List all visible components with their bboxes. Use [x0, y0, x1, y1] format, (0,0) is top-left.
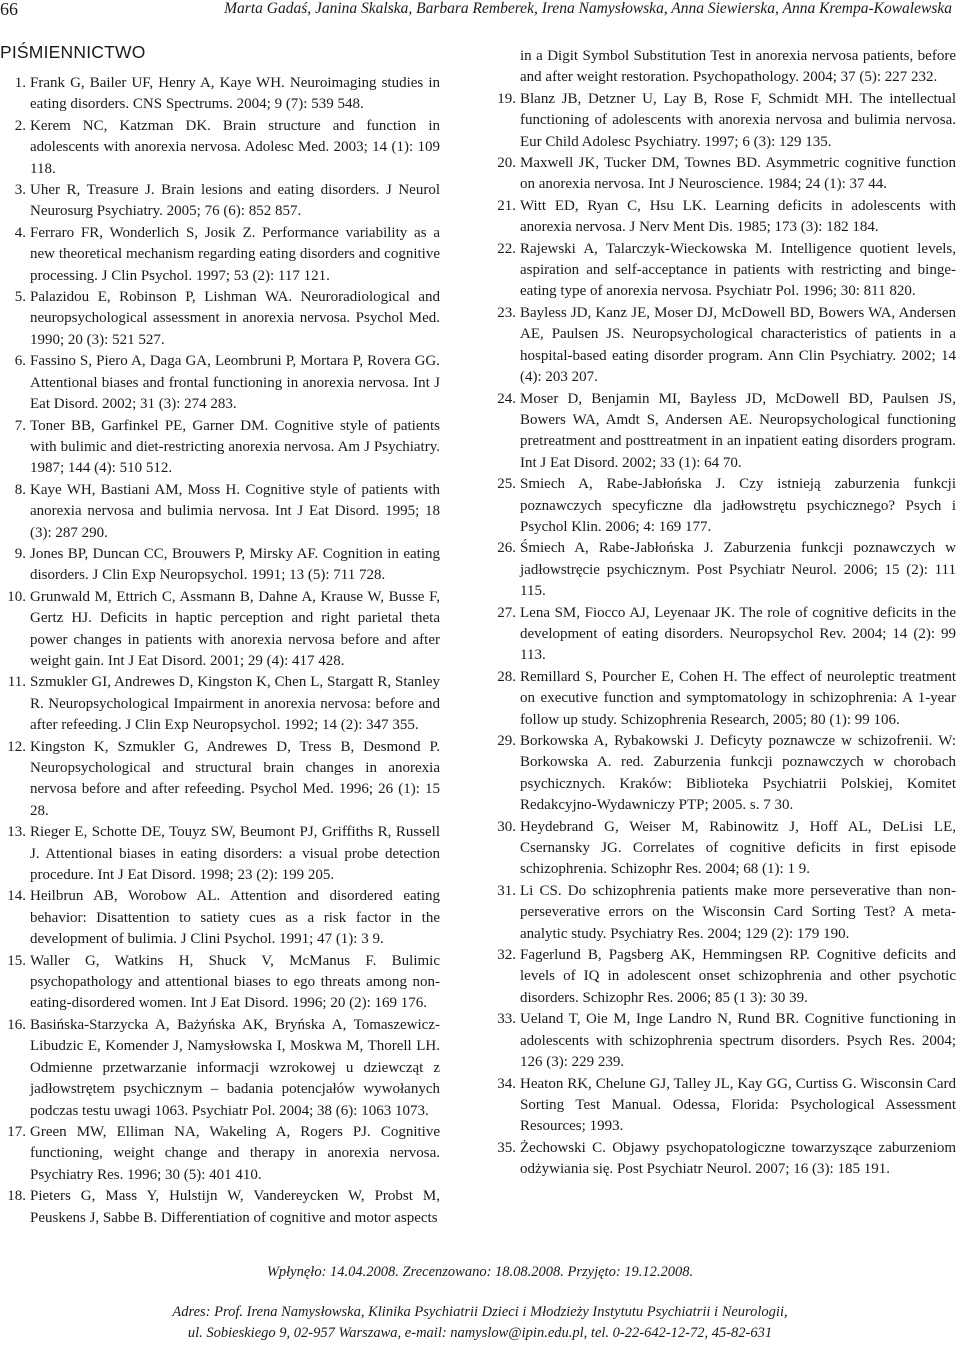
- reference-number: 32.: [497, 947, 516, 964]
- reference-text: Kerem NC, Katzman DK. Brain structure and function in adolescents with anorexia nervosa. Adolesc Med. 2003; 14 (1): 109 118.: [30, 117, 440, 177]
- reference-item: [0, 73, 440, 116]
- reference-number: 9.: [14, 545, 26, 562]
- reference-item: [0, 1015, 440, 1122]
- reference-number: 2.: [14, 117, 26, 134]
- reference-number: 31.: [497, 882, 516, 899]
- reference-number: 5.: [14, 289, 26, 306]
- reference-text: Grunwald M, Ettrich C, Assmann B, Dahne A, Krause W, Busse F, Gertz HJ. Deficits in haptic perception and right parietal theta power changes in patients with anorexia nervosa before and after weight gain. Int J Eat Disord. 2001; 29 (4): 417 428.: [30, 588, 440, 669]
- reference-text: Waller G, Watkins H, Shuck V, McManus F. Bulimic psychopathology and attentional biases to ego threats among non-eating-disordered women. Int J Eat Disord. 1996; 20 (2): 169 176.: [30, 952, 440, 1012]
- reference-number: 21.: [497, 197, 516, 214]
- reference-text: Toner BB, Garfinkel PE, Garner DM. Cognitive style of patients with bulimic and diet-restricting anorexia nervosa. Am J Psychiatry. 1987; 144 (4): 510 512.: [30, 417, 440, 477]
- reference-item: [0, 672, 440, 736]
- reference-number: 14.: [7, 888, 26, 905]
- reference-item: [494, 817, 956, 881]
- reference-text: Szmukler GI, Andrewes D, Kingston K, Chen L, Stargatt R, Stanley R. Neuropsychological Impairment in anorexia nervosa: before and after refeeding. J Clin Exp Neuropsychol. 1992; 14 (2): 347 355.: [30, 674, 440, 734]
- reference-item: [494, 945, 956, 1009]
- reference-number: 20.: [497, 155, 516, 172]
- reference-number: 6.: [14, 353, 26, 370]
- reference-item: [0, 886, 440, 950]
- reference-number: 22.: [497, 240, 516, 257]
- reference-item: [494, 196, 956, 239]
- reference-number: 13.: [7, 824, 26, 841]
- reference-number: 27.: [497, 604, 516, 621]
- page-header: [0, 0, 960, 24]
- address-line-2: ul. Sobieskiego 9, 02-957 Warszawa, e-mail: namyslow@ipin.edu.pl, tel. 0-22-642-12-72, 45-82-631: [187, 1325, 773, 1341]
- reference-text: Śmiech A, Rabe-Jabłońska J. Zaburzenia funkcji poznawczych w jadłowstręcie psychicznym. Post Psychiatr Neurol. 2006; 15 (2): 111 115.: [520, 540, 956, 600]
- reference-item: [494, 603, 956, 667]
- reference-item: [494, 881, 956, 945]
- reference-number: 12.: [7, 738, 26, 755]
- reference-text: Ueland T, Oie M, Inge Landro N, Rund BR. Cognitive functioning in adolescents with schizophrenia spectrum disorders. Psych Res. 2004; 126 (3): 229 239.: [520, 1011, 956, 1071]
- reference-number: 15.: [7, 952, 26, 969]
- reference-item: [0, 116, 440, 180]
- reference-number: 3.: [14, 182, 26, 199]
- reference-number: 4.: [14, 224, 26, 241]
- reference-item: [0, 951, 440, 1015]
- reference-item: [494, 667, 956, 731]
- reference-item: [494, 89, 956, 153]
- reference-item: [0, 351, 440, 415]
- reference-list-left: [0, 73, 440, 1229]
- address-line-1: Adres: Prof. Irena Namysłowska, Klinika Psychiatrii Dzieci i Młodzieży Instytutu Psychiatrii i Neurologii,: [172, 1304, 788, 1320]
- reference-item: [0, 180, 440, 223]
- reference-continuation: in a Digit Symbol Substitution Test in anorexia nervosa patients, before and after weight restoration. Psychopathology. 2004; 37 (5): 227 232.: [520, 48, 956, 86]
- reference-number: 24.: [497, 390, 516, 407]
- reference-number: 16.: [7, 1016, 26, 1033]
- reference-text: Green MW, Elliman NA, Wakeling A, Rogers PJ. Cognitive functioning, weight change and therapy in anorexia nervosa. Psychiatry Res. 1996; 30 (5): 401 410.: [30, 1123, 440, 1183]
- reference-number: 34.: [497, 1075, 516, 1092]
- reference-item: [0, 822, 440, 886]
- reference-item: [0, 480, 440, 544]
- reference-number: 19.: [497, 90, 516, 107]
- reference-text: Kaye WH, Bastiani AM, Moss H. Cognitive style of patients with anorexia nervosa and bulimia nervosa. Int J Eat Disord. 1995; 18 (3): 287 290.: [30, 481, 440, 541]
- reference-item: [0, 544, 440, 587]
- reference-text: Ferraro FR, Wonderlich S, Josik Z. Performance variability as a new theoretical mechanism regarding eating disorders and cognitive processing. J Clin Psychol. 1997; 53 (2): 117 121.: [30, 224, 440, 284]
- reference-text: Fassino S, Piero A, Daga GA, Leombruni P, Mortara P, Rovera GG. Attentional biases and frontal functioning in anorexia nervosa. Int J Eat Disord. 2002; 31 (3): 274 283.: [30, 353, 440, 413]
- reference-text: Pieters G, Mass Y, Hulstijn W, Vandereycken W, Probst M, Peuskens J, Sabbe B. Differentiation of cognitive and motor aspects: [30, 1188, 440, 1226]
- right-column: [494, 46, 956, 1181]
- reference-text: Remillard S, Pourcher E, Cohen H. The effect of neuroleptic treatment on executive function and symptomatology in schizophrenia: A 1-year follow up study. Schizophrenia Research, 2005; 80 (1): 99 106.: [520, 668, 956, 728]
- reference-text: Rieger E, Schotte DE, Touyz SW, Beumont PJ, Griffiths R, Russell J. Attentional biases in eating disorders: a visual probe detection procedure. Int J Eat Disord. 1998; 23 (2): 199 205.: [30, 824, 440, 884]
- section-title: PIŚMIENNICTWO: [0, 42, 146, 62]
- reference-text: Fagerlund B, Pagsberg AK, Hemmingsen RP. Cognitive deficits and levels of IQ in adolescent onset schizophrenia and other psychotic disorders. Schizophr Res. 2006; 85 (1 3): 30 39.: [520, 947, 956, 1006]
- running-head-authors: Marta Gadaś, Janina Skalska, Barbara Remberek, Irena Namysłowska, Anna Siewierska, Anna Krempa-Kowalewska: [224, 0, 952, 17]
- reference-text: Heydebrand G, Weiser M, Rabinowitz J, Hoff AL, DeLisi LE, Csernansky JG. Correlates of cognitive deficits in first episode schizophrenia. Schizophr Res. 2004; 68 (1): 1 9.: [520, 818, 956, 878]
- reference-number: 26.: [497, 540, 516, 557]
- reference-text: Lena SM, Fiocco AJ, Leyenaar JK. The role of cognitive deficits in the development of eating disorders. Neuropsychol Rev. 2004; 14 (2): 99 113.: [520, 604, 956, 664]
- reference-number: 11.: [7, 674, 26, 691]
- reference-text: Maxwell JK, Tucker DM, Townes BD. Asymmetric cognitive function on anorexia nervosa. Int J Neuroscience. 1984; 24 (1): 37 44.: [520, 155, 956, 193]
- reference-text: Żechowski C. Objawy psychopatologiczne towarzyszące zaburzeniom odżywiania się. Post Psychiatr Neurol. 2007; 16 (3): 185 191.: [520, 1139, 956, 1178]
- reference-text: Frank G, Bailer UF, Henry A, Kaye WH. Neuroimaging studies in eating disorders. CNS Spectrums. 2004; 9 (7): 539 548.: [30, 75, 440, 113]
- reference-item: [494, 731, 956, 817]
- reference-text: Rajewski A, Talarczyk-Wieckowska M. Intelligence quotient levels, aspiration and self-acceptance in patients with restricting and binge-eating type of anorexia nervosa. Psychiatr Pol. 1996; 30: 811 820.: [520, 240, 956, 300]
- reference-text: Heaton RK, Chelune GJ, Talley JL, Kay GG, Curtiss G. Wisconsin Card Sorting Test Manual. Odessa, Florida: Psychological Assessment Resources; 1993.: [520, 1075, 956, 1135]
- reference-item: [0, 223, 440, 287]
- reference-item: [0, 737, 440, 823]
- reference-number: 23.: [497, 304, 516, 321]
- correspondence-address: [0, 1302, 960, 1344]
- reference-item: [0, 416, 440, 480]
- reference-number: 10.: [7, 588, 26, 605]
- reference-number: 25.: [497, 476, 516, 493]
- reference-number: 35.: [497, 1139, 516, 1156]
- reference-number: 33.: [497, 1011, 516, 1028]
- reference-number: 30.: [497, 818, 516, 835]
- reference-text: Li CS. Do schizophrenia patients make more perseverative than non-perseverative errors on the Wisconsin Card Sorting Test? A meta-analytic study. Psychiatry Res. 2004; 129 (2): 179 190.: [520, 882, 956, 942]
- reference-text: Bayless JD, Kanz JE, Moser DJ, McDowell BD, Bowers WA, Andersen AE, Paulsen JS. Neuropsychological characteristics of patients in a hospital-based eating disorder program. Ann Clin Psychiatry. 2002; 14 (4): 203 207.: [520, 304, 956, 386]
- reference-item: [494, 389, 956, 475]
- reference-item: [494, 1074, 956, 1138]
- reference-number: 8.: [14, 481, 26, 498]
- reference-item: [494, 153, 956, 196]
- reference-item: [0, 587, 440, 673]
- reference-item: [494, 1138, 956, 1181]
- reference-text: Jones BP, Duncan CC, Brouwers P, Mirsky AF. Cognition in eating disorders. J Clin Exp Neuropsychol. 1991; 13 (5): 711 728.: [30, 545, 440, 584]
- reference-list-right: [494, 89, 956, 1181]
- reference-item: [494, 1009, 956, 1073]
- reference-text: Heilbrun AB, Worobow AL. Attention and disordered eating behavior: Disattention to satiety cues as a risk factor in the development of bulimia. J Clini Psychol. 1991; 47 (1): 3 9.: [30, 888, 440, 948]
- reference-text: Smiech A, Rabe-Jabłońska J. Czy istnieją zaburzenia funkcji poznawczych specyficzne dla jadłowstrętu psychicznego? Psych i Psychol Klin. 2006; 4: 169 177.: [520, 476, 956, 535]
- reference-item: [0, 1186, 440, 1229]
- reference-item: [0, 1122, 440, 1186]
- reference-text: Moser D, Benjamin MI, Bayless JD, McDowell BD, Paulsen JS, Bowers WA, Amdt S, Andersen AE. Neuropsychological functioning pretreatment and posttreatment in an inpatient eating disorders program. Int J Eat Disord. 2002; 33 (1): 64 70.: [520, 390, 956, 471]
- reference-text: Uher R, Treasure J. Brain lesions and eating disorders. J Neurol Neurosurg Psychiatry. 2005; 76 (6): 852 857.: [30, 182, 440, 220]
- reference-number: 7.: [14, 417, 26, 434]
- reference-text: Palazidou E, Robinson P, Lishman WA. Neuroradiological and neuropsychological assessment in anorexia nervosa. Psychol Med. 1990; 20 (3): 521 527.: [30, 289, 440, 348]
- reference-item: [494, 303, 956, 389]
- reference-number: 18.: [7, 1188, 26, 1205]
- left-column: [0, 42, 440, 1229]
- reference-item: [494, 538, 956, 602]
- reference-number: 28.: [497, 668, 516, 685]
- reference-text: Kingston K, Szmukler G, Andrewes D, Tress B, Desmond P. Neuropsychological and structural brain changes in anorexia nervosa before and after refeeding. Psychol Med. 1996; 26 (1): 15 28.: [30, 738, 440, 819]
- reference-number: 1.: [14, 75, 26, 91]
- page-number: 66: [0, 0, 18, 19]
- submission-dates: Wpłynęło: 14.04.2008. Zrecenzowano: 18.08.2008. Przyjęto: 19.12.2008.: [266, 1264, 694, 1280]
- reference-text: Witt ED, Ryan C, Hsu LK. Learning deficits in adolescents with anorexia nervosa. J Nerv Ment Dis. 1985; 173 (3): 182 184.: [520, 197, 956, 236]
- reference-number: 17.: [7, 1123, 26, 1140]
- reference-item: [494, 239, 956, 303]
- reference-number: 29.: [497, 733, 516, 749]
- reference-item: [0, 287, 440, 351]
- reference-text: Borkowska A, Rybakowski J. Deficyty poznawcze w schizofrenii. W: Borkowska A. red. Zaburzenia funkcji poznawczych w chorobach psychicznych. Kraków: Biblioteka Psychiatrii Polskiej, Komitet Redakcyjno-Wydawniczy PTP; 2005. s. 7 30.: [520, 733, 956, 814]
- reference-text: Blanz JB, Detzner U, Lay B, Rose F, Schmidt MH. The intellectual functioning of adolescents with anorexia nervosa and bulimia nervosa. Eur Child Adolesc Psychiatry. 1997; 6 (3): 129 135.: [520, 90, 956, 150]
- reference-text: Basińska-Starzycka A, Bażyńska AK, Bryńska A, Tomaszewicz-Libudzic E, Komender J, Namysłowska I, Moskwa M, Thorell LH. Odmienne przetwarzanie informacji wzrokowej u dziewcząt z jadłowstrętem psychicznym – badania potencjałów wywołanych podczas testu uwagi 1063. Psychiatr Pol. 2004; 38 (6): 1063 1073.: [30, 1016, 440, 1119]
- reference-item: [494, 474, 956, 538]
